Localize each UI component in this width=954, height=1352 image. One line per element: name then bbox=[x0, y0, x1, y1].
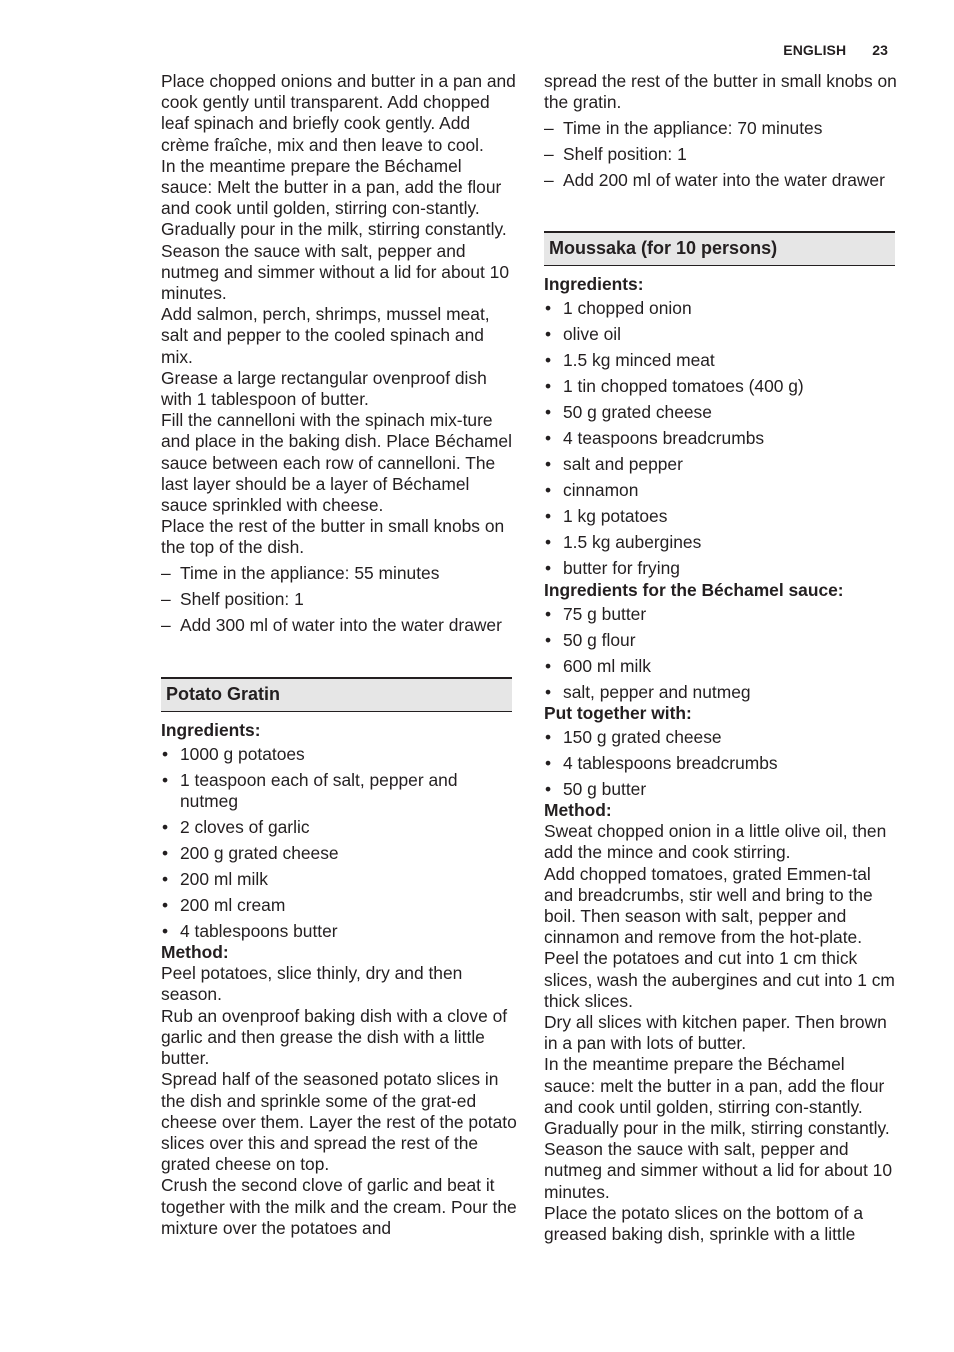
list-item: • 4 tablespoons butter bbox=[161, 921, 517, 942]
list-item: • 150 g grated cheese bbox=[544, 727, 900, 748]
page-number: 23 bbox=[872, 42, 888, 58]
page-header bbox=[783, 40, 888, 61]
list-item: • 200 ml milk bbox=[161, 869, 517, 890]
list-item: • 75 g butter bbox=[544, 604, 900, 625]
list-item: – Time in the appliance: 70 minutes bbox=[544, 118, 900, 139]
put-together-list bbox=[544, 727, 900, 800]
put-together-heading: Put together with: bbox=[544, 702, 692, 723]
list-item: • 1.5 kg minced meat bbox=[544, 350, 900, 371]
method-heading: Method: bbox=[544, 800, 612, 821]
list-item: • salt and pepper bbox=[544, 454, 900, 475]
list-item: • butter for frying bbox=[544, 558, 900, 579]
bechamel-ingredients bbox=[544, 604, 900, 703]
list-item: – Shelf position: 1 bbox=[161, 589, 517, 610]
paragraph: spread the rest of the butter in small knobs on the gratin. bbox=[544, 71, 897, 113]
paragraph: In the meantime prepare the Béchamel sauce: melt the butter in a pan, add the flour and cook until golden, stirring con-stantly. Gradually pour in the milk, stirring constantly. Season the sauce with salt, pepper and nutmeg and simmer without a lid for about 10 minutes. bbox=[544, 1054, 892, 1202]
list-item: • 50 g butter bbox=[544, 779, 900, 800]
cannelloni-text bbox=[161, 71, 517, 559]
paragraph: Dry all slices with kitchen paper. Then brown in a pan with lots of butter. bbox=[544, 1012, 887, 1054]
paragraph: Add chopped tomatoes, grated Emmen-tal and breadcrumbs, stir well and bring to the boil. Then season with salt, pepper and cinnamon and remove from the hot-plate. bbox=[544, 863, 873, 948]
paragraph: Sweat chopped onion in a little olive oil, then add the mince and cook stirring. bbox=[544, 821, 887, 863]
ingredients-heading: Ingredients: bbox=[161, 719, 261, 740]
list-item: • 600 ml milk bbox=[544, 656, 900, 677]
list-item: • 200 ml cream bbox=[161, 895, 517, 916]
paragraph: In the meantime prepare the Béchamel sauce: Melt the butter in a pan, add the flour and cook until golden, stirring con-stantly. Gradually pour in the milk, stirring constantly. Season the sauce with salt, pepper and nutmeg and simmer without a lid for about 10 minutes. bbox=[161, 155, 509, 304]
list-item: • 2 cloves of garlic bbox=[161, 817, 517, 838]
paragraph: Peel potatoes, slice thinly, dry and then season. bbox=[161, 963, 463, 1005]
paragraph: Spread half of the seasoned potato slices in the dish and sprinkle some of the grat-ed cheese over them. Layer the rest of the potato slices over this and spread the rest of the grated cheese on top. bbox=[161, 1069, 517, 1175]
list-item: • 1 tin chopped tomatoes (400 g) bbox=[544, 376, 900, 397]
paragraph: Peel the potatoes and cut into 1 cm thick slices, wash the aubergines and cut into 1 cm thick slices. bbox=[544, 948, 895, 1011]
list-item: • 1.5 kg aubergines bbox=[544, 532, 900, 553]
list-item: • 1 chopped onion bbox=[544, 298, 900, 319]
list-item: • cinnamon bbox=[544, 480, 900, 501]
method-heading: Method: bbox=[161, 942, 229, 963]
list-item: – Shelf position: 1 bbox=[544, 144, 900, 165]
list-item: – Add 200 ml of water into the water drawer bbox=[544, 170, 900, 191]
ingredients-heading: Ingredients: bbox=[544, 274, 644, 295]
language-label: ENGLISH bbox=[783, 42, 847, 58]
list-item: • 1000 g potatoes bbox=[161, 744, 517, 765]
paragraph: Add salmon, perch, shrimps, mussel meat, salt and pepper to the cooled spinach and mix. bbox=[161, 304, 490, 367]
list-item: • 1 kg potatoes bbox=[544, 506, 900, 527]
list-item: • 200 g grated cheese bbox=[161, 843, 517, 864]
paragraph: Grease a large rectangular ovenproof dish with 1 tablespoon of butter. bbox=[161, 367, 487, 410]
paragraph: Place the rest of the butter in small knobs on the top of the dish. bbox=[161, 516, 505, 558]
list-item: • 4 teaspoons breadcrumbs bbox=[544, 428, 900, 449]
list-item: • 4 tablespoons breadcrumbs bbox=[544, 753, 900, 774]
right-column bbox=[544, 71, 900, 1245]
moussaka-ingredients bbox=[544, 298, 900, 579]
list-item: – Time in the appliance: 55 minutes bbox=[161, 563, 517, 584]
paragraph: Place the potato slices on the bottom of a greased baking dish, sprinkle with a little bbox=[544, 1202, 864, 1245]
list-item: – Add 300 ml of water into the water drawer bbox=[161, 615, 517, 636]
bechamel-ingredients-heading: Ingredients for the Béchamel sauce: bbox=[544, 579, 844, 600]
gratin-ingredients bbox=[161, 744, 517, 942]
list-item: • olive oil bbox=[544, 324, 900, 345]
cannelloni-steps bbox=[161, 563, 517, 636]
section-title-moussaka: Moussaka (for 10 persons) bbox=[544, 231, 895, 266]
section-title-potato-gratin: Potato Gratin bbox=[161, 677, 512, 712]
paragraph: Place chopped onions and butter in a pan and cook gently until transparent. Add chopped leaf spinach and briefly cook gently. Add crème fraîche, mix and then leave to cool. bbox=[161, 71, 516, 155]
paragraph: Fill the cannelloni with the spinach mix-ture and place in the baking dish. Place Béchamel sauce between each row of cannelloni. The last layer should be a layer of Béchamel sauce sprinkled with cheese. bbox=[161, 410, 512, 516]
list-item: • 1 teaspoon each of salt, pepper and nutmeg bbox=[161, 770, 517, 812]
paragraph: Rub an ovenproof baking dish with a clove of garlic and then grease the dish with a little butter. bbox=[161, 1005, 508, 1069]
list-item: • 50 g flour bbox=[544, 630, 900, 651]
gratin-steps bbox=[544, 118, 900, 191]
list-item: • salt, pepper and nutmeg bbox=[544, 682, 900, 703]
left-column bbox=[161, 71, 517, 1239]
list-item: • 50 g grated cheese bbox=[544, 402, 900, 423]
paragraph: Crush the second clove of garlic and beat it together with the milk and the cream. Pour the mixture over the potatoes and bbox=[161, 1175, 517, 1238]
